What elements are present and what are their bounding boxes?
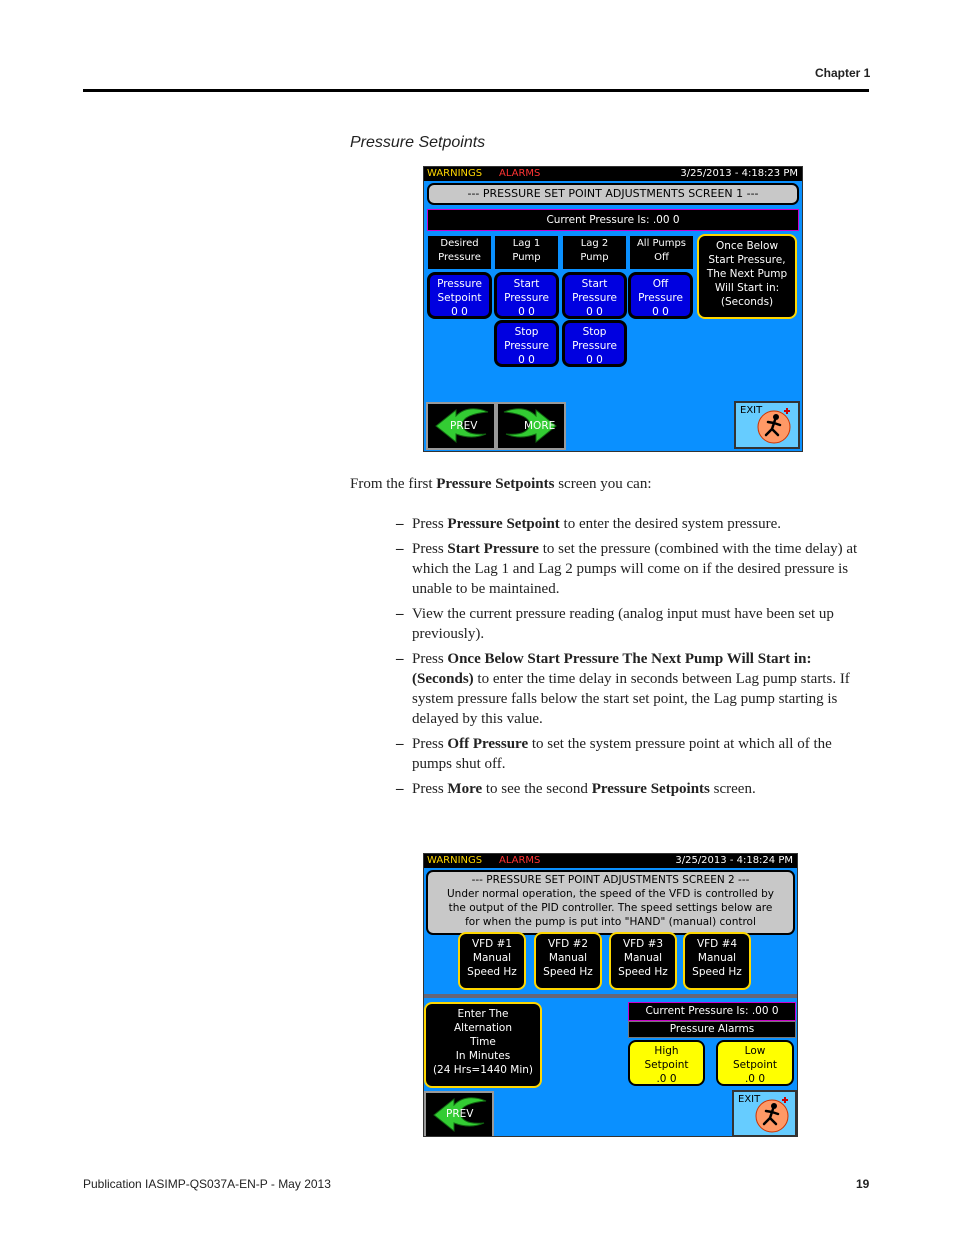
exit-label: EXIT: [738, 1094, 761, 1105]
button-line: High: [654, 1045, 679, 1057]
title-line: the output of the PID controller. The speed settings below are: [448, 902, 773, 914]
timestamp: 3/25/2013 - 4:18:23 PM: [680, 168, 798, 179]
button-value: 0 0: [586, 306, 603, 318]
running-man-exit-icon: [752, 1094, 792, 1134]
once-below-start-pressure-button[interactable]: [697, 234, 797, 319]
button-line: Will Start in:: [714, 282, 780, 294]
button-line: Manual: [623, 952, 663, 964]
button-line: VFD #3: [622, 938, 664, 950]
instruction-item: [396, 604, 870, 644]
vfd2-manual-speed-button[interactable]: [534, 932, 602, 990]
button-line: Manual: [548, 952, 588, 964]
all-pumps-off-label: [630, 236, 693, 269]
title-line: --- PRESSURE SET POINT ADJUSTMENTS SCREEN 2 ---: [471, 874, 750, 886]
button-line: (Seconds): [720, 296, 774, 308]
button-line: The Next Pump: [706, 268, 788, 280]
button-line: Start: [581, 278, 608, 290]
button-value: .0 0: [656, 1073, 677, 1085]
button-line: Manual: [697, 952, 737, 964]
exit-button[interactable]: [734, 401, 800, 449]
dash-marker: –: [396, 736, 404, 752]
intro-text: screen you can:: [554, 476, 652, 492]
low-setpoint-button[interactable]: [716, 1040, 794, 1086]
lag2-pump-label: [563, 236, 626, 269]
alternation-time-button[interactable]: [424, 1002, 542, 1088]
off-pressure-button[interactable]: [628, 272, 693, 319]
bold-term: Pressure Setpoint: [447, 516, 560, 532]
screen2-status-bar: [424, 854, 797, 868]
button-line: Low: [744, 1045, 766, 1057]
button-line: Once Below: [715, 240, 779, 252]
lag2-start-pressure-button[interactable]: [562, 272, 627, 319]
prev-label: PREV: [450, 420, 478, 432]
lag1-start-pressure-button[interactable]: [494, 272, 559, 319]
prev-button[interactable]: [426, 402, 496, 450]
screen1-title: --- PRESSURE SET POINT ADJUSTMENTS SCREEN 1 ---: [427, 183, 799, 205]
vfd3-manual-speed-button[interactable]: [609, 932, 677, 990]
lag1-pump-label: [495, 236, 558, 269]
pressure-setpoint-button[interactable]: [427, 272, 492, 319]
exit-button[interactable]: [732, 1090, 797, 1137]
alarms-indicator[interactable]: ALARMS: [499, 168, 541, 179]
running-man-exit-icon: [754, 405, 794, 445]
button-line: Speed Hz: [467, 966, 517, 978]
label-line: Pump: [580, 252, 609, 263]
vfd4-manual-speed-button[interactable]: [683, 932, 751, 990]
instruction-item: [396, 779, 870, 799]
item-text: screen.: [709, 781, 756, 797]
instruction-item: [396, 514, 870, 534]
item-text: to set the system pressure point at which all of the pumps shut off.: [412, 736, 832, 772]
dash-marker: –: [396, 651, 404, 667]
bold-term: Off Pressure: [447, 736, 529, 752]
button-line: Manual: [472, 952, 512, 964]
item-text: to set the pressure (combined with the time delay) at which the Lag 1 and Lag 2 pumps will come on if the desired pressure is unable to be maintained.: [412, 541, 858, 597]
button-line: Pressure: [572, 292, 617, 304]
current-pressure-display: Current Pressure Is: .00 0: [628, 1002, 796, 1021]
header-rule: [83, 89, 869, 92]
item-text: Press: [412, 516, 448, 532]
high-setpoint-button[interactable]: [628, 1040, 705, 1086]
label-line: Pressure: [438, 252, 481, 263]
bold-term: More: [447, 781, 483, 797]
button-line: Time: [470, 1036, 496, 1048]
item-text: to enter the time delay in seconds between Lag pump starts. If system pressure falls below the start set point, the Lag pump starting is delayed by this value.: [412, 671, 850, 727]
label-line: Lag 1: [512, 238, 541, 249]
footer-publication: Publication IASIMP-QS037A-EN-P - May 2013: [83, 1177, 331, 1191]
button-value: 0 0: [518, 306, 535, 318]
lag1-stop-pressure-button[interactable]: [494, 320, 559, 367]
instruction-list: [396, 514, 870, 804]
item-text: Press: [412, 781, 448, 797]
label-line: Pump: [512, 252, 541, 263]
bold-term: Start Pressure: [447, 541, 539, 557]
dash-marker: –: [396, 781, 404, 797]
button-line: (24 Hrs=1440 Min): [432, 1064, 534, 1076]
item-text: Press: [412, 651, 448, 667]
button-value: 0 0: [652, 306, 669, 318]
label-line: Off: [654, 252, 669, 263]
timestamp: 3/25/2013 - 4:18:24 PM: [675, 855, 793, 866]
screen2-title: [426, 870, 795, 935]
screen1: [423, 166, 803, 452]
chapter-label: Chapter 1: [815, 66, 871, 80]
button-line: VFD #1: [471, 938, 513, 950]
button-line: Setpoint: [732, 1059, 778, 1071]
label-line: Lag 2: [580, 238, 609, 249]
intro-paragraph: [350, 476, 652, 493]
item-text: Press: [412, 736, 448, 752]
bold-term: Pressure Setpoints: [591, 781, 710, 797]
item-text: to enter the desired system pressure.: [559, 516, 781, 532]
item-text: Press: [412, 541, 448, 557]
button-value: 0 0: [451, 306, 468, 318]
button-value: 0 0: [518, 354, 535, 366]
button-line: Start: [513, 278, 540, 290]
more-button[interactable]: [496, 402, 566, 450]
button-line: Pressure: [504, 340, 549, 352]
page-number: 19: [856, 1177, 870, 1191]
exit-label: EXIT: [740, 405, 763, 416]
title-line: Under normal operation, the speed of the VFD is controlled by: [446, 888, 775, 900]
screen2: [423, 853, 798, 1137]
button-value: 0 0: [586, 354, 603, 366]
intro-bold: Pressure Setpoints: [436, 476, 555, 492]
button-line: Stop: [582, 326, 607, 338]
button-line: VFD #4: [696, 938, 738, 950]
label-line: All Pumps: [636, 238, 687, 249]
more-label: MORE: [524, 420, 556, 432]
label-line: Desired: [440, 238, 479, 249]
vfd1-manual-speed-button[interactable]: [458, 932, 526, 990]
button-line: Pressure: [504, 292, 549, 304]
instruction-item: [396, 539, 870, 599]
item-text: to see the second: [482, 781, 592, 797]
instruction-item: [396, 734, 870, 774]
instruction-item: [396, 649, 870, 729]
intro-text: From the first: [350, 476, 437, 492]
alarms-indicator[interactable]: ALARMS: [499, 855, 541, 866]
dash-marker: –: [396, 541, 404, 557]
prev-label: PREV: [446, 1108, 474, 1120]
button-line: VFD #2: [547, 938, 589, 950]
button-line: Start Pressure,: [708, 254, 786, 266]
prev-button[interactable]: [424, 1091, 494, 1137]
button-line: Speed Hz: [543, 966, 593, 978]
desired-pressure-label: [428, 236, 491, 269]
item-text: View the current pressure reading (analog input must have been set up previously).: [412, 606, 834, 642]
section-divider: [424, 994, 797, 998]
title-line: for when the pump is put into "HAND" (manual) control: [465, 916, 756, 928]
bold-term: Once Below Start Pressure The Next Pump Will Start in: (Seconds): [412, 651, 812, 687]
lag2-stop-pressure-button[interactable]: [562, 320, 627, 367]
button-line: Alternation: [453, 1022, 512, 1034]
button-line: Pressure: [572, 340, 617, 352]
screen1-status-bar: [424, 167, 802, 181]
button-line: Pressure: [437, 278, 482, 290]
warnings-indicator[interactable]: WARNINGS: [427, 855, 483, 866]
button-value: .0 0: [744, 1073, 766, 1085]
button-line: Setpoint: [644, 1059, 689, 1071]
button-line: Pressure: [638, 292, 683, 304]
button-line: In Minutes: [455, 1050, 511, 1062]
button-line: Speed Hz: [618, 966, 668, 978]
dash-marker: –: [396, 606, 404, 622]
button-line: Stop: [514, 326, 539, 338]
pressure-alarms-header: Pressure Alarms: [628, 1021, 796, 1038]
figure-title: Pressure Setpoints: [350, 134, 486, 151]
current-pressure-display: Current Pressure Is: .00 0: [427, 209, 799, 231]
button-line: Enter The: [457, 1008, 509, 1020]
dash-marker: –: [396, 516, 404, 532]
button-line: Setpoint: [437, 292, 482, 304]
warnings-indicator[interactable]: WARNINGS: [427, 168, 483, 179]
button-line: Off: [652, 278, 669, 290]
button-line: Speed Hz: [692, 966, 742, 978]
